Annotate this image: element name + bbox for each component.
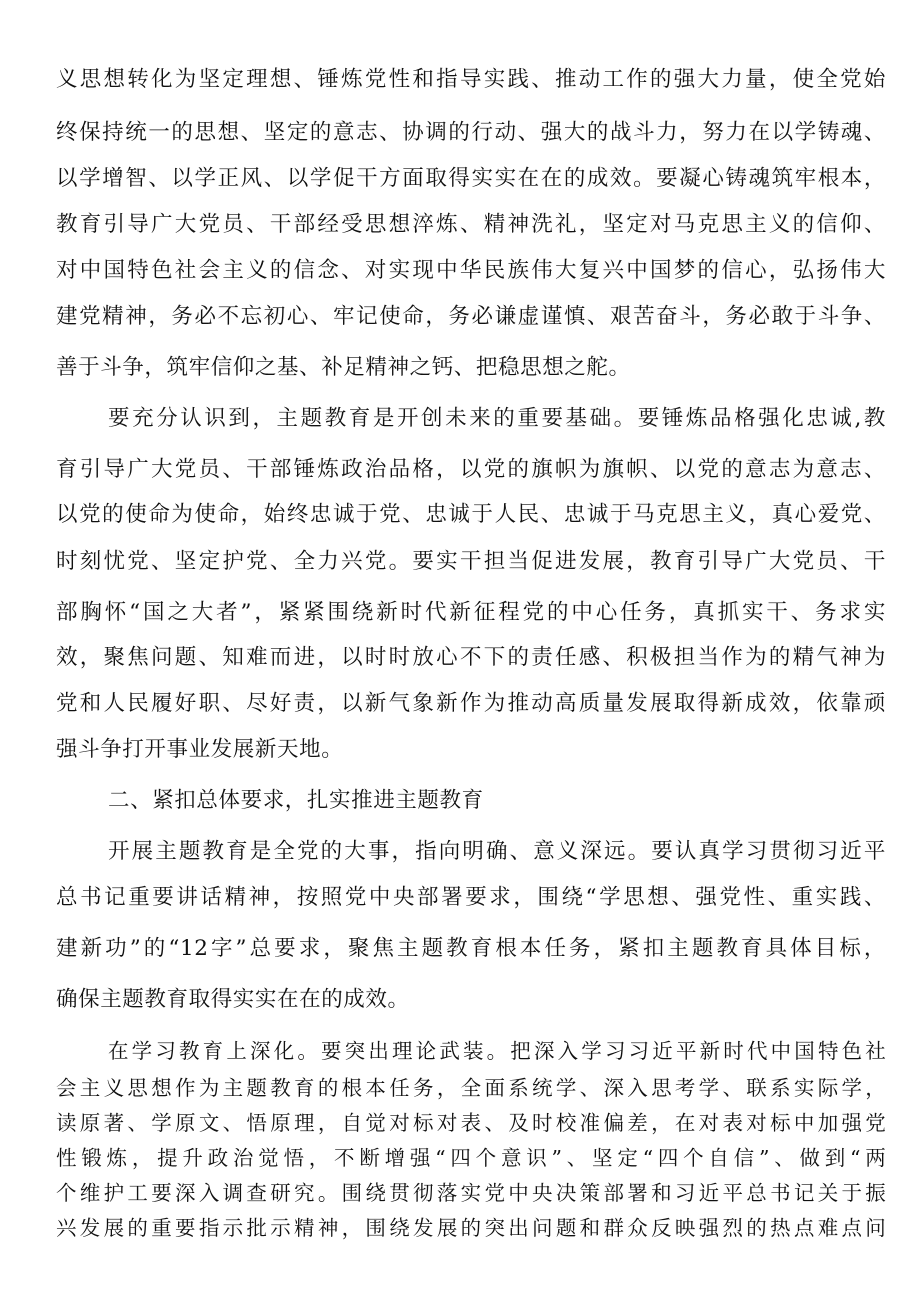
paragraph-first-line: 要充分认识到，主题教育是开创未来的重要基础。要锤炼品格强化忠诚,教: [108, 406, 886, 431]
paragraph-line: 效，聚焦问题、知难而进，以时时放心不下的责任感、积极担当作为的精气神为: [56, 645, 886, 670]
paragraph-line: 强斗争打开事业发展新天地。: [56, 737, 344, 762]
paragraph-line: 善于斗争，筑牢信仰之基、补足精神之钙、把稳思想之舵。: [56, 355, 631, 380]
paragraph-first-line: 开展主题教育是全党的大事，指向明确、意义深远。要认真学习贯彻习近平: [108, 839, 886, 864]
paragraph-line: 教育引导广大党员、干部经受思想淬炼、精神洗礼，坚定对马克思主义的信仰、: [56, 212, 886, 237]
paragraph-line: 个维护工要深入调查研究。围绕贯彻落实党中央决策部署和习近平总书记关于振: [56, 1181, 886, 1205]
paragraph-line: 以党的使命为使命，始终忠诚于党、忠诚于人民、忠诚于马克思主义，真心爱党、: [56, 502, 886, 527]
paragraph-line: 义思想转化为坚定理想、锤炼党性和指导实践、推动工作的强大力量，使全党始: [56, 67, 886, 92]
paragraph-line: 部胸怀“国之大者”，紧紧围绕新时代新征程党的中心任务，真抓实干、务求实: [56, 600, 886, 625]
paragraph-line: 兴发展的重要指示批示精神，围绕发展的突出问题和群众反映强烈的热点难点问: [56, 1216, 886, 1240]
paragraph-line: 终保持统一的思想、坚定的意志、协调的行动、强大的战斗力，努力在以学铸魂、: [56, 120, 886, 145]
paragraph-line: 时刻忧党、坚定护党、全力兴党。要实干担当促进发展，教育引导广大党员、干: [56, 549, 886, 574]
paragraph-line: 建党精神，务必不忘初心、牢记使命，务必谦虚谨慎、艰苦奋斗，务必敢于斗争、: [56, 304, 886, 329]
paragraph-line: 党和人民履好职、尽好责，以新气象新作为推动高质量发展取得新成效，依靠顽: [56, 691, 886, 716]
paragraph-first-line: 在学习教育上深化。要突出理论武装。把深入学习习近平新时代中国特色社: [108, 1039, 886, 1063]
paragraph-line: 建新功”的“12字”总要求，聚焦主题教育根本任务，紧扣主题教育具体目标，: [56, 936, 886, 961]
paragraph-line: 读原著、学原文、悟原理，自觉对标对表、及时校准偏差，在对表对标中加强党: [56, 1111, 886, 1135]
paragraph-line: 总书记重要讲话精神，按照党中央部署要求，围绕“学思想、强党性、重实践、: [56, 885, 886, 910]
paragraph-line: 确保主题教育取得实实在在的成效。: [56, 987, 410, 1012]
paragraph-line: 性锻炼，提升政治觉悟，不断增强“四个意识”、坚定“四个自信”、做到“两: [56, 1146, 886, 1170]
section-heading: 二、紧扣总体要求，扎实推进主题教育: [108, 788, 484, 813]
paragraph-line: 育引导广大党员、干部锤炼政治品格，以党的旗帜为旗帜、以党的意志为意志、: [56, 457, 886, 482]
paragraph-line: 会主义思想作为主题教育的根本任务，全面系统学、深入思考学、联系实际学，: [56, 1076, 886, 1100]
paragraph-line: 以学增智、以学正风、以学促干方面取得实实在在的成效。要凝心铸魂筑牢根本，: [56, 166, 886, 191]
paragraph-line: 对中国特色社会主义的信念、对实现中华民族伟大复兴中国梦的信心，弘扬伟大: [56, 258, 886, 283]
